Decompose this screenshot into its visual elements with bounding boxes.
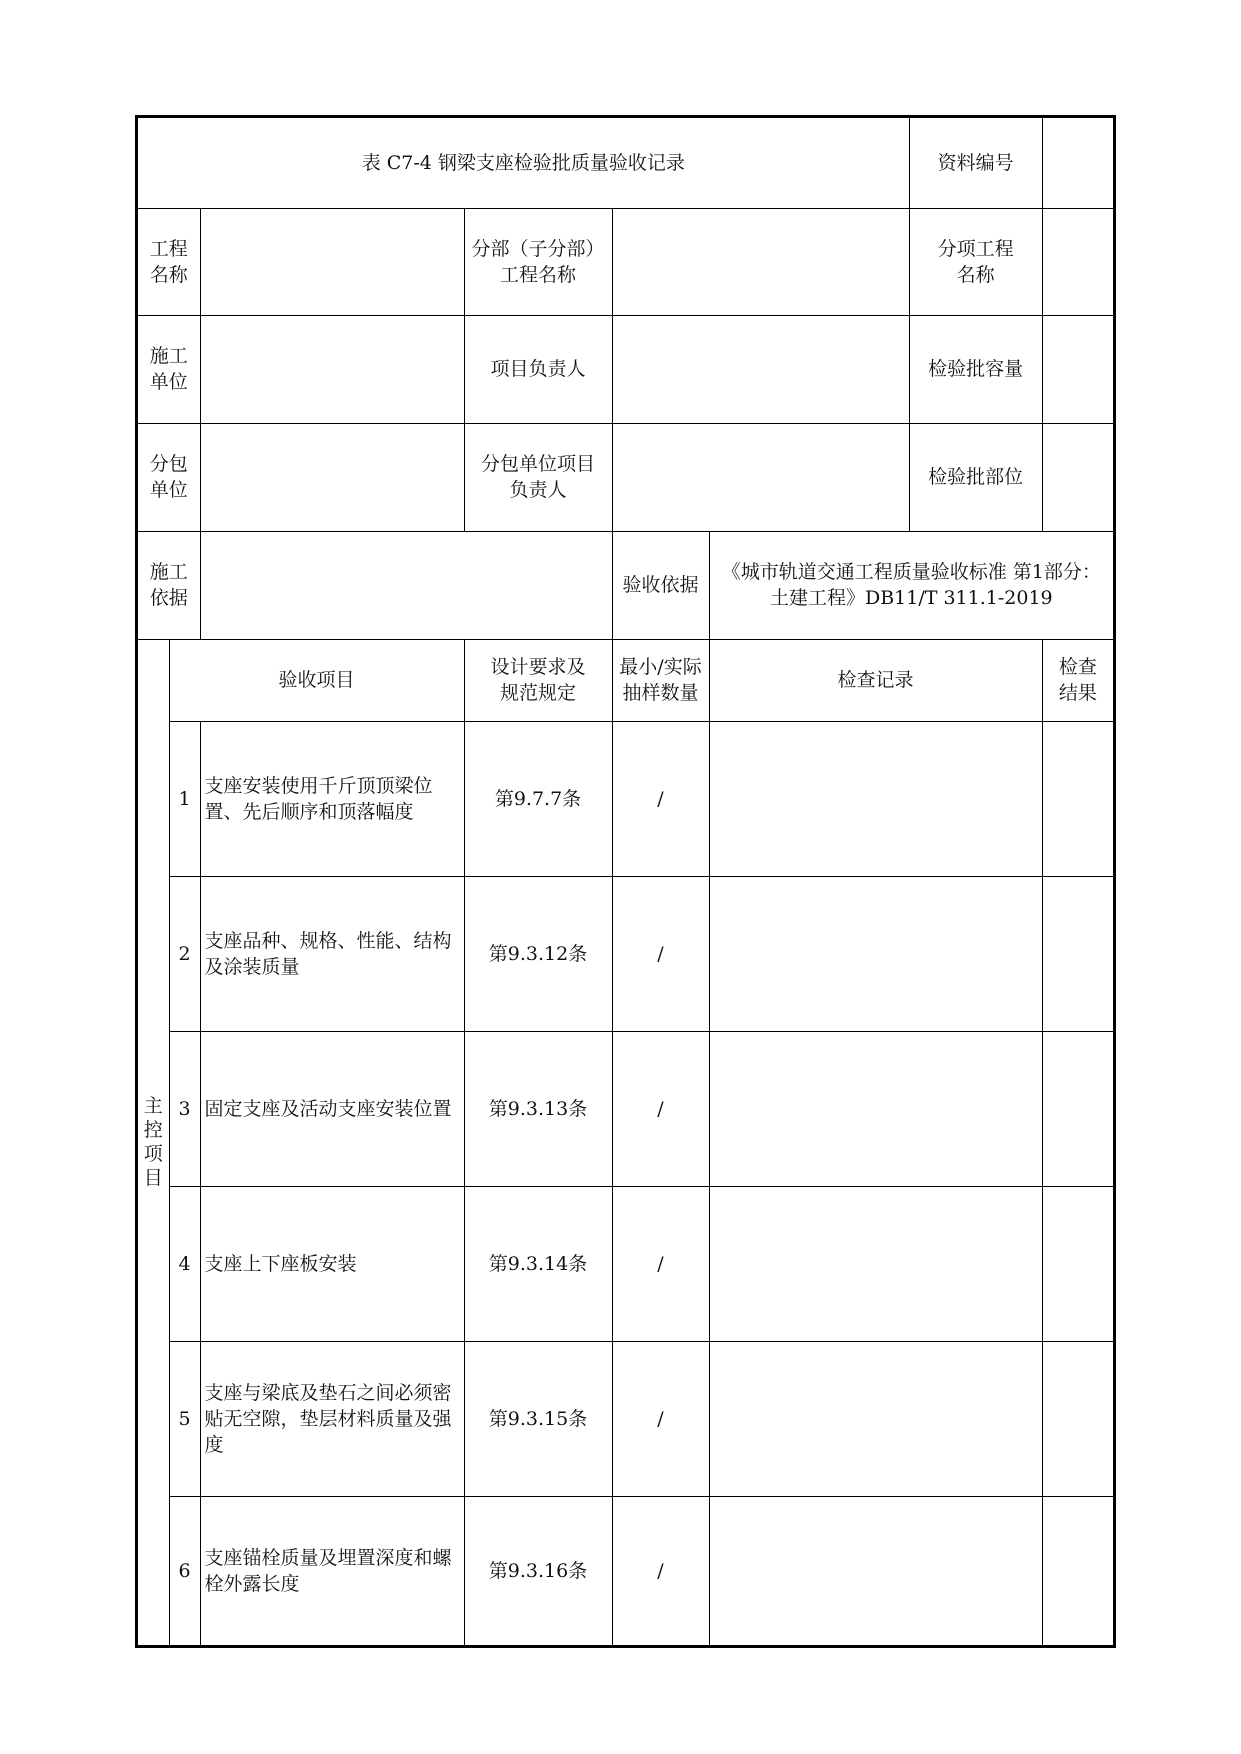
- item-clause: 第9.3.12条: [464, 876, 612, 1031]
- table-row: [138, 721, 1113, 876]
- subcontractor-label: 分包单位: [138, 423, 200, 531]
- sub-manager-label-line-2: 负责人: [509, 479, 567, 501]
- table-row: [138, 1031, 1113, 1186]
- item-description: 固定支座及活动支座安装位置: [200, 1031, 464, 1186]
- main-control-char: 项: [143, 1143, 163, 1165]
- column-header-sample-line-1: 最小/实际: [619, 656, 702, 678]
- item-number: 4: [169, 1186, 200, 1341]
- main-control-char: 控: [143, 1119, 163, 1141]
- table-row: [138, 1496, 1113, 1645]
- table-row: [138, 1341, 1113, 1496]
- item-check-record[interactable]: [709, 876, 1042, 1031]
- batch-capacity-label: 检验批容量: [909, 315, 1042, 423]
- column-header-sample: [612, 639, 709, 721]
- item-number: 3: [169, 1031, 200, 1186]
- item-work-label-line-1: 分项工程: [937, 237, 1014, 260]
- item-check-result[interactable]: [1042, 1496, 1113, 1645]
- subdivision-field[interactable]: [612, 208, 909, 315]
- item-sample-count[interactable]: /: [612, 1341, 709, 1496]
- item-check-record[interactable]: [709, 1186, 1042, 1341]
- item-check-record[interactable]: [709, 721, 1042, 876]
- construction-basis-field[interactable]: [200, 531, 612, 639]
- item-description: 支座与梁底及垫石之间必须密贴无空隙，垫层材料质量及强度: [200, 1341, 464, 1496]
- project-manager-field[interactable]: [612, 315, 909, 423]
- sub-manager-field[interactable]: [612, 423, 909, 531]
- item-description: 支座安装使用千斤顶顶梁位置、先后顺序和顶落幅度: [200, 721, 464, 876]
- item-sample-count[interactable]: /: [612, 1186, 709, 1341]
- item-number: 6: [169, 1496, 200, 1645]
- item-check-result[interactable]: [1042, 1341, 1113, 1496]
- item-work-label-line-2: 名称: [956, 263, 995, 286]
- form-table: [138, 118, 1113, 1646]
- item-work-label: [909, 208, 1042, 315]
- batch-capacity-field[interactable]: [1042, 315, 1113, 423]
- column-header-result-line-1: 检查: [1058, 656, 1097, 678]
- item-number: 2: [169, 876, 200, 1031]
- subdivision-label-line-2: 工程名称: [499, 263, 576, 286]
- item-check-result[interactable]: [1042, 1031, 1113, 1186]
- acceptance-basis-value: [709, 531, 1113, 639]
- item-number: 5: [169, 1341, 200, 1496]
- item-check-record[interactable]: [709, 1496, 1042, 1645]
- item-description: 支座品种、规格、性能、结构及涂装质量: [200, 876, 464, 1031]
- item-sample-count[interactable]: /: [612, 1031, 709, 1186]
- construction-basis-label: 施工依据: [138, 531, 200, 639]
- acceptance-basis-label: 验收依据: [612, 531, 709, 639]
- project-name-field[interactable]: [200, 208, 464, 315]
- item-number: 1: [169, 721, 200, 876]
- column-header-record: 检查记录: [709, 639, 1042, 721]
- item-description: 支座锚栓质量及埋置深度和螺栓外露长度: [200, 1496, 464, 1645]
- item-check-result[interactable]: [1042, 721, 1113, 876]
- sub-manager-label: [464, 423, 612, 531]
- item-check-record[interactable]: [709, 1031, 1042, 1186]
- subdivision-label: [464, 208, 612, 315]
- main-control-section-label: [138, 639, 169, 1645]
- column-header-item: 验收项目: [169, 639, 464, 721]
- main-control-char: 目: [143, 1167, 163, 1189]
- subcontractor-field[interactable]: [200, 423, 464, 531]
- table-row: [138, 876, 1113, 1031]
- table-row: [138, 1186, 1113, 1341]
- acceptance-basis-line-1: 《城市轨道交通工程质量验收标准 第1部分：: [721, 561, 1101, 583]
- column-header-result: [1042, 639, 1113, 721]
- column-header-design: [464, 639, 612, 721]
- column-header-result-line-2: 结果: [1058, 682, 1097, 704]
- item-sample-count[interactable]: /: [612, 876, 709, 1031]
- item-check-result[interactable]: [1042, 1186, 1113, 1341]
- contractor-field[interactable]: [200, 315, 464, 423]
- item-clause: 第9.3.14条: [464, 1186, 612, 1341]
- project-manager-label: 项目负责人: [464, 315, 612, 423]
- column-header-design-line-2: 规范规定: [499, 682, 576, 704]
- column-header-sample-line-2: 抽样数量: [622, 682, 699, 704]
- subdivision-label-line-1: 分部（子分部）: [471, 237, 605, 260]
- doc-number-label: 资料编号: [909, 118, 1042, 208]
- item-sample-count[interactable]: /: [612, 721, 709, 876]
- main-control-char: 主: [143, 1095, 163, 1117]
- item-clause: 第9.3.15条: [464, 1341, 612, 1496]
- item-work-field[interactable]: [1042, 208, 1113, 315]
- column-header-design-line-1: 设计要求及: [490, 656, 586, 678]
- item-clause: 第9.7.7条: [464, 721, 612, 876]
- item-clause: 第9.3.16条: [464, 1496, 612, 1645]
- inspection-record-form: [135, 115, 1116, 1648]
- item-clause: 第9.3.13条: [464, 1031, 612, 1186]
- acceptance-basis-line-2: 土建工程》DB11/T 311.1-2019: [769, 587, 1053, 609]
- item-sample-count[interactable]: /: [612, 1496, 709, 1645]
- batch-location-label: 检验批部位: [909, 423, 1042, 531]
- sub-manager-label-line-1: 分包单位项目: [480, 453, 595, 475]
- form-title: 表 C7-4 钢梁支座检验批质量验收记录: [138, 118, 909, 208]
- contractor-label: 施工单位: [138, 315, 200, 423]
- item-description: 支座上下座板安装: [200, 1186, 464, 1341]
- batch-location-field[interactable]: [1042, 423, 1113, 531]
- project-name-label: 工程名称: [138, 208, 200, 315]
- item-check-result[interactable]: [1042, 876, 1113, 1031]
- item-check-record[interactable]: [709, 1341, 1042, 1496]
- doc-number-field[interactable]: [1042, 118, 1113, 208]
